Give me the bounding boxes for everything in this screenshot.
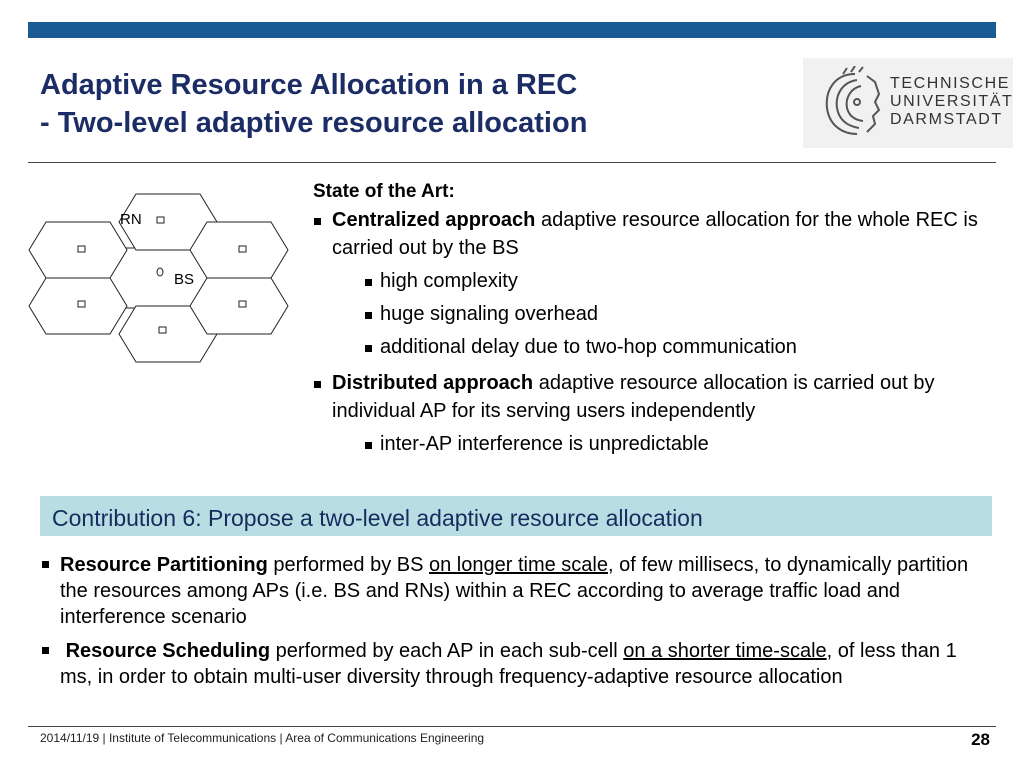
resource-partitioning-bullet [40, 552, 990, 630]
header-divider [28, 162, 996, 163]
distributed-sub-1: inter-AP interference is unpredictable [313, 430, 1003, 458]
logo-line-2: UNIVERSITÄT [890, 93, 1014, 110]
logo-line-3: DARMSTADT [890, 111, 1003, 128]
footer-divider [28, 726, 996, 727]
state-of-art-heading: State of the Art: [313, 181, 455, 202]
centralized-text: adaptive resource allocation for the whole REC is carried out by the BS [332, 209, 978, 259]
cell-diagram [24, 186, 314, 366]
state-of-art-section [313, 178, 1003, 458]
partitioning-pre: performed by BS [267, 554, 429, 576]
bs-node [157, 268, 163, 276]
distributed-text: adaptive resource allocation is carried out by individual AP for its serving users independently [332, 372, 935, 422]
centralized-sub-3: additional delay due to two-hop communication [313, 333, 1003, 361]
rn-node-top-right [239, 246, 246, 252]
centralized-bold: Centralized approach [332, 209, 536, 231]
rn-node-top-left [78, 246, 85, 252]
distributed-bold: Distributed approach [332, 372, 534, 394]
slide-title [40, 66, 587, 142]
title-line-1: Adaptive Resource Allocation in a REC [40, 69, 578, 101]
scheduling-pre: performed by each AP in each sub-cell [270, 640, 624, 662]
scheduling-underline: on a shorter time-scale [623, 640, 827, 662]
contribution-banner: Contribution 6: Propose a two-level adaptive resource allocation [40, 496, 992, 536]
rn-node-bottom-right [239, 301, 246, 307]
partitioning-underline: on longer time scale [429, 554, 608, 576]
athena-head-icon [817, 66, 887, 142]
logo-line-1: TECHNISCHE [890, 75, 1011, 92]
university-logo [803, 58, 1013, 148]
bs-label: BS [174, 271, 195, 288]
centralized-bullet [313, 206, 1003, 262]
footer-text: 2014/11/19 | Institute of Telecommunications | Area of Communications Engineering [40, 731, 485, 745]
title-line-2: - Two-level adaptive resource allocation [40, 107, 588, 139]
rn-node-bottom-left [78, 301, 85, 307]
top-color-bar [28, 22, 996, 38]
centralized-sub-1: high complexity [313, 267, 1003, 295]
partitioning-bold: Resource Partitioning [60, 554, 268, 576]
scheduling-bold: Resource Scheduling [65, 640, 271, 662]
centralized-sub-2: huge signaling overhead [313, 300, 1003, 328]
distributed-bullet [313, 369, 1003, 425]
partitioning-post: , of few millisecs, to dynamically partition the resources among APs (i.e. BS and RNs) within a REC according to average traffic load and interference scenario [60, 554, 969, 628]
rn-node-top [157, 217, 164, 223]
contribution-bullets [40, 552, 990, 690]
rn-label: RN [120, 211, 142, 228]
resource-scheduling-bullet [40, 638, 990, 690]
page-number: 28 [971, 730, 990, 749]
rn-node-bottom [159, 327, 166, 333]
scheduling-post: , of less than 1 ms, in order to obtain multi-user diversity through frequency-adaptive resource allocation [60, 640, 957, 688]
